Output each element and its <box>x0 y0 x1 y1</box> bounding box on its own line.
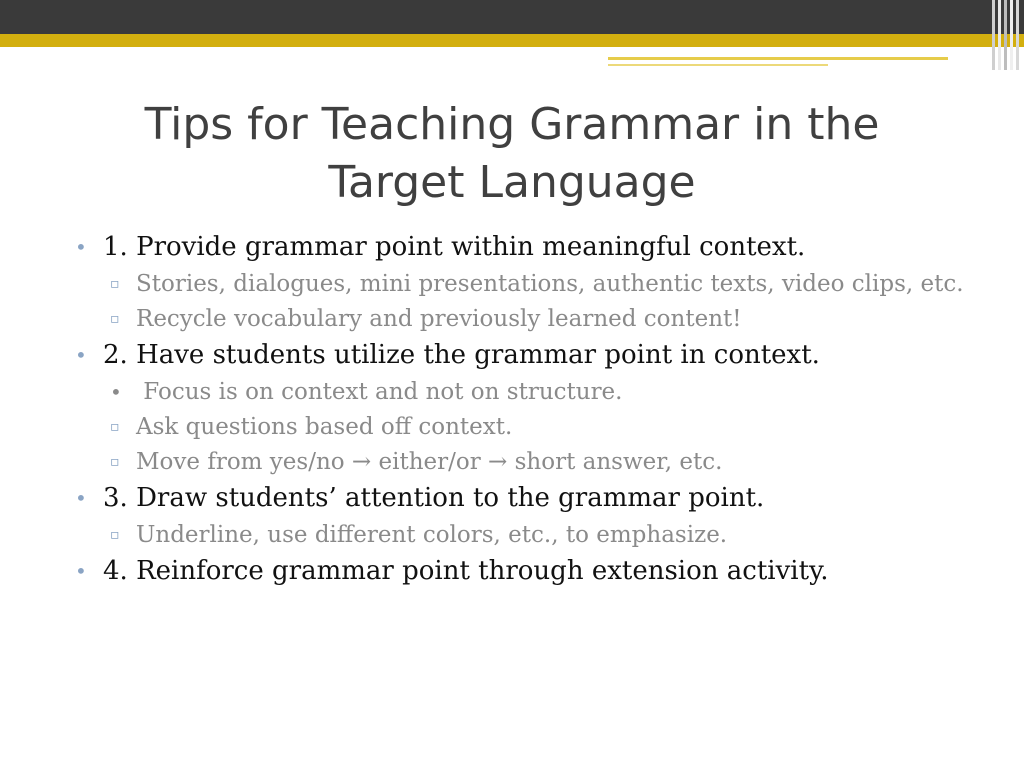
sub-list-item <box>70 269 970 299</box>
sub-list-item <box>70 447 970 477</box>
sub-list-item <box>70 520 970 550</box>
sub-list-item-text: Ask questions based off context. <box>136 414 513 440</box>
sub-list-item-text: Focus is on context and not on structure. <box>136 379 623 405</box>
header-decorative-strips <box>992 0 1024 70</box>
header-gold-line <box>608 57 948 60</box>
sub-list-item <box>70 377 970 407</box>
sub-list-item <box>70 412 970 442</box>
sub-list-item-text: Stories, dialogues, mini presentations, authentic texts, video clips, etc. <box>136 271 964 297</box>
square-bullet-icon: ▫ <box>110 311 120 327</box>
list-item-text: 3. Draw students’ attention to the grammar point. <box>103 483 765 513</box>
dot-bullet-icon: • <box>110 380 122 404</box>
sub-list-item-text: Recycle vocabulary and previously learned content! <box>136 306 742 332</box>
list-item <box>70 230 970 264</box>
list-item <box>70 481 970 515</box>
sub-list-item-text: Move from yes/no → either/or → short answer, etc. <box>136 449 723 475</box>
square-bullet-icon: ▫ <box>110 419 120 435</box>
sub-list-item-text: Underline, use different colors, etc., to emphasize. <box>136 522 728 548</box>
header-dark-band <box>0 0 1024 34</box>
slide-title: Tips for Teaching Grammar in the Target Language <box>144 99 880 208</box>
square-bullet-icon: ▫ <box>110 454 120 470</box>
bullet-icon: • <box>75 559 87 583</box>
list-item <box>70 554 970 588</box>
list-item-text: 4. Reinforce grammar point through extension activity. <box>103 556 829 586</box>
list-item <box>70 338 970 372</box>
bullet-icon: • <box>75 486 87 510</box>
sub-list-item <box>70 304 970 334</box>
list-item-text: 2. Have students utilize the grammar point in context. <box>103 340 820 370</box>
bullet-icon: • <box>75 235 87 259</box>
square-bullet-icon: ▫ <box>110 527 120 543</box>
square-bullet-icon: ▫ <box>110 276 120 292</box>
header-gold-line-thin <box>608 64 828 66</box>
slide-body <box>70 226 970 588</box>
list-item-text: 1. Provide grammar point within meaningful context. <box>103 232 806 262</box>
bullet-icon: • <box>75 343 87 367</box>
header-gold-band <box>0 34 1024 47</box>
